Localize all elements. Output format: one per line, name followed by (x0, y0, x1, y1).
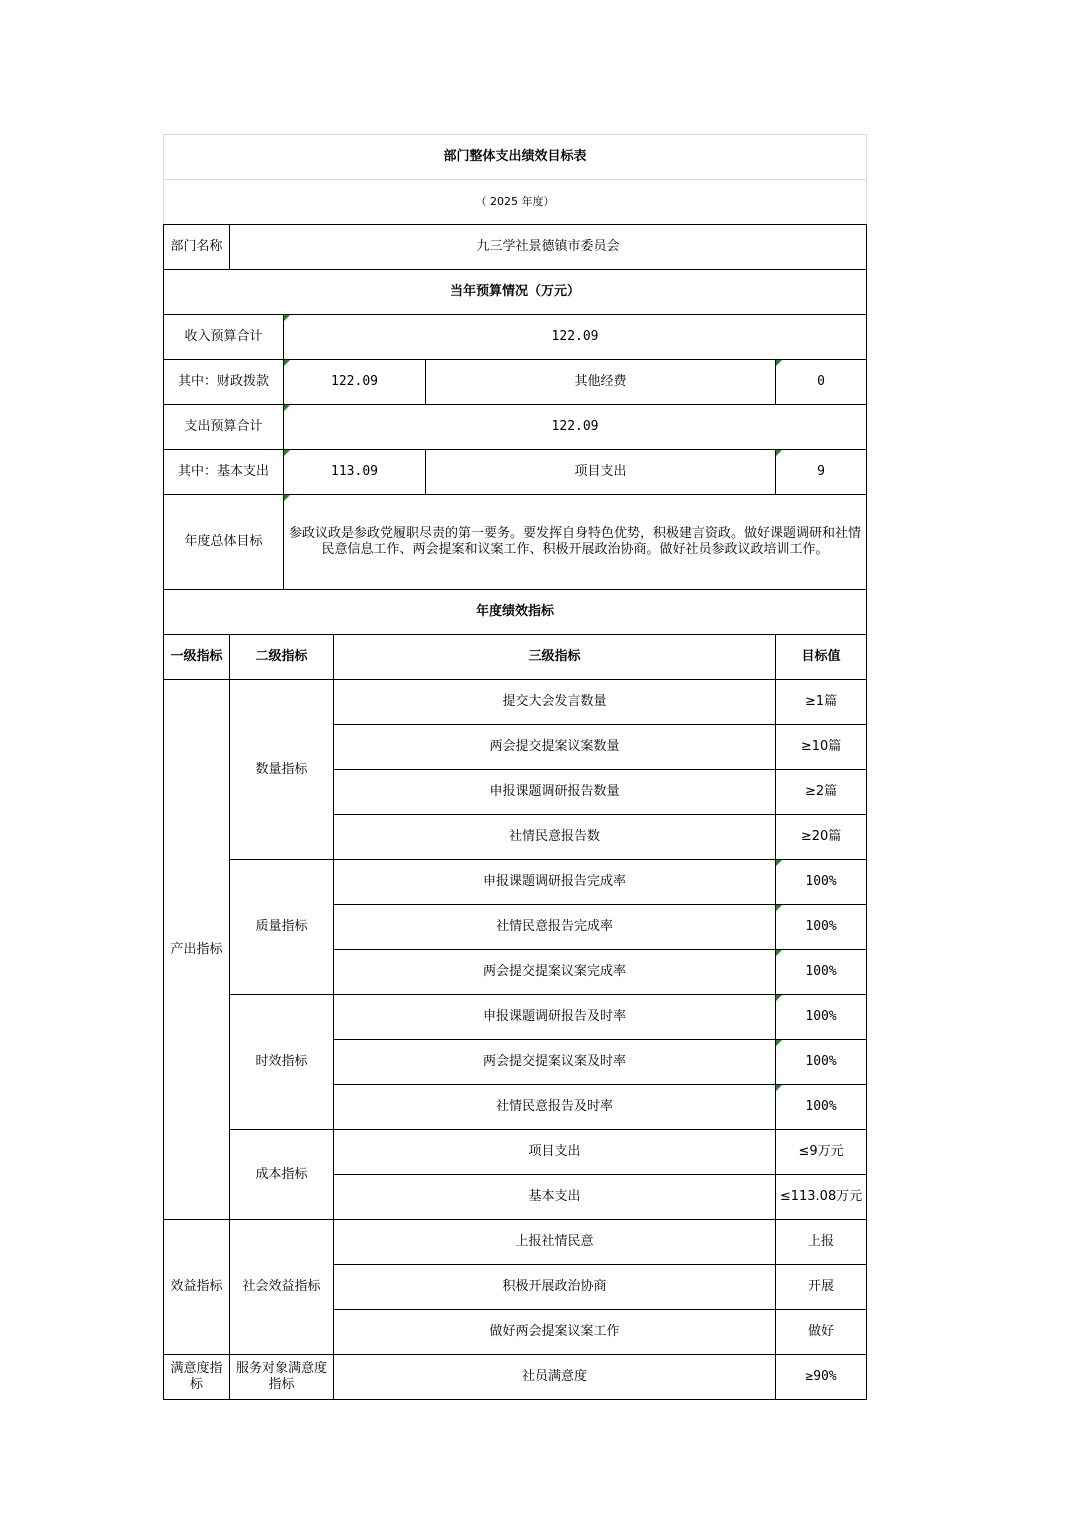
dept-name-label: 部门名称 (164, 225, 230, 270)
indicator-name: 申报课题调研报告及时率 (334, 995, 776, 1040)
income-total-label: 收入预算合计 (164, 315, 284, 360)
expense-total-label: 支出预算合计 (164, 405, 284, 450)
indicator-name: 项目支出 (334, 1130, 776, 1175)
level2-cost: 成本指标 (230, 1130, 334, 1220)
dept-name-value: 九三学社景德镇市委员会 (230, 225, 867, 270)
indicator-name: 提交大会发言数量 (334, 680, 776, 725)
level2-social-benefit: 社会效益指标 (230, 1220, 334, 1355)
fiscal-year: （ 2025 年度） (164, 180, 867, 225)
project-expense-value: 9 (776, 450, 867, 495)
indicator-name: 做好两会提案议案工作 (334, 1310, 776, 1355)
indicator-name: 申报课题调研报告完成率 (334, 860, 776, 905)
indicator-target: 开展 (776, 1265, 867, 1310)
indicator-name: 基本支出 (334, 1175, 776, 1220)
performance-target-table (163, 134, 867, 1400)
header-level1: 一级指标 (164, 635, 230, 680)
level1-output: 产出指标 (164, 680, 230, 1220)
indicator-target: 100% (776, 950, 867, 995)
level1-satisfaction: 满意度指标 (164, 1355, 230, 1400)
indicator-name: 社情民意报告数 (334, 815, 776, 860)
level2-quantity: 数量指标 (230, 680, 334, 860)
indicator-name: 社员满意度 (334, 1355, 776, 1400)
budget-section-header: 当年预算情况（万元） (164, 270, 867, 315)
perf-section-header: 年度绩效指标 (164, 590, 867, 635)
annual-goal-label: 年度总体目标 (164, 495, 284, 590)
income-total-value: 122.09 (284, 315, 867, 360)
header-target: 目标值 (776, 635, 867, 680)
indicator-target: 做好 (776, 1310, 867, 1355)
indicator-name: 两会提交提案议案完成率 (334, 950, 776, 995)
indicator-name: 上报社情民意 (334, 1220, 776, 1265)
header-level3: 三级指标 (334, 635, 776, 680)
indicator-name: 两会提交提案议案数量 (334, 725, 776, 770)
indicator-target: 100% (776, 1085, 867, 1130)
indicator-target: ≤113.08万元 (776, 1175, 867, 1220)
fiscal-appropriation-value: 122.09 (284, 360, 426, 405)
other-funds-value: 0 (776, 360, 867, 405)
indicator-target: ≥2篇 (776, 770, 867, 815)
indicator-target: ≥10篇 (776, 725, 867, 770)
project-expense-label: 项目支出 (426, 450, 776, 495)
indicator-target: ≥20篇 (776, 815, 867, 860)
basic-expense-value: 113.09 (284, 450, 426, 495)
indicator-target: 100% (776, 1040, 867, 1085)
indicator-target: ≥1篇 (776, 680, 867, 725)
level1-benefit: 效益指标 (164, 1220, 230, 1355)
indicator-name: 申报课题调研报告数量 (334, 770, 776, 815)
indicator-name: 两会提交提案议案及时率 (334, 1040, 776, 1085)
indicator-name: 社情民意报告及时率 (334, 1085, 776, 1130)
level2-timeliness: 时效指标 (230, 995, 334, 1130)
table-title: 部门整体支出绩效目标表 (164, 135, 867, 180)
indicator-target: 100% (776, 995, 867, 1040)
indicator-target: ≤9万元 (776, 1130, 867, 1175)
indicator-name: 积极开展政治协商 (334, 1265, 776, 1310)
indicator-name: 社情民意报告完成率 (334, 905, 776, 950)
level2-quality: 质量指标 (230, 860, 334, 995)
other-funds-label: 其他经费 (426, 360, 776, 405)
basic-expense-label: 其中：基本支出 (164, 450, 284, 495)
indicator-target: 上报 (776, 1220, 867, 1265)
expense-total-value: 122.09 (284, 405, 867, 450)
indicator-target: ≥90% (776, 1355, 867, 1400)
header-level2: 二级指标 (230, 635, 334, 680)
fiscal-appropriation-label: 其中：财政拨款 (164, 360, 284, 405)
level2-service-satisfaction: 服务对象满意度指标 (230, 1355, 334, 1400)
indicator-target: 100% (776, 905, 867, 950)
indicator-target: 100% (776, 860, 867, 905)
annual-goal-text: 参政议政是参政党履职尽责的第一要务。要发挥自身特色优势，积极建言资政。做好课题调研和社情民意信息工作、两会提案和议案工作、积极开展政治协商。做好社员参政议政培训工作。 (284, 495, 867, 590)
